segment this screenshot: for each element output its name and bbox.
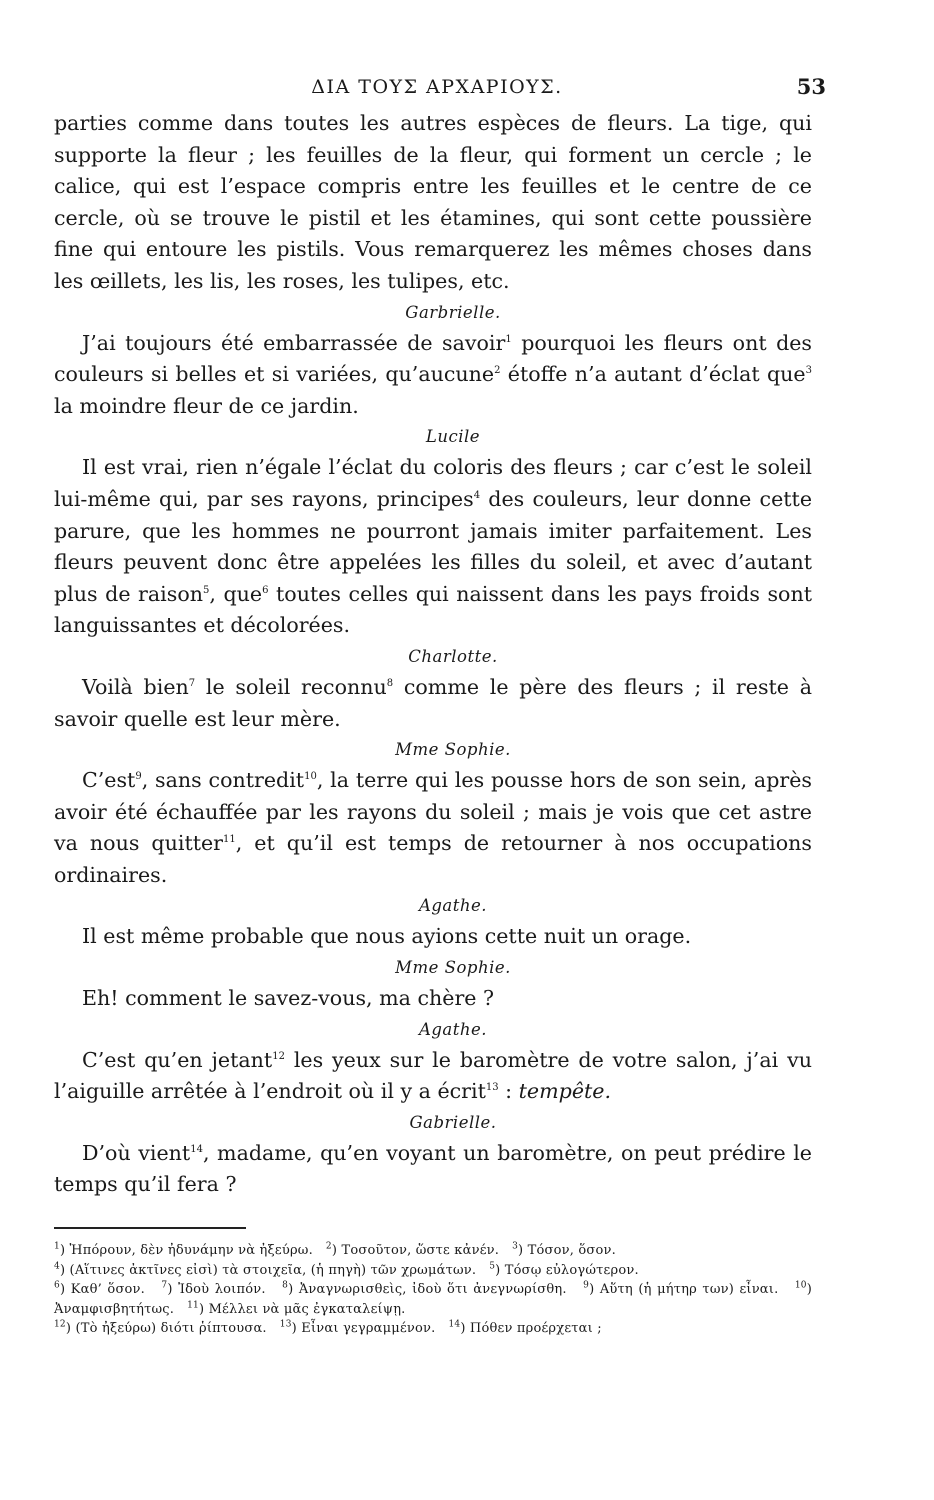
footnote-ref: 12 [272, 1050, 285, 1062]
footnote-ref: 3 [805, 365, 812, 377]
footnote-ref: 10 [304, 771, 317, 783]
footnotes [54, 1241, 812, 1339]
speaker-name: Gabrielle. [409, 1112, 497, 1132]
paragraph-continuation: parties comme dans toutes les autres espèces de fleurs. La tige, qui supporte la fleur ; les feuilles de la fleur, qui forment un cercle ; le calice, qui est l’espace compris entre les feuilles et le centre de ce cercle, où se trouve le pistil et les étamines, qui sont cette poussière fine qui entoure les pistils. Vous remarquerez les mêmes choses dans les œillets, les lis, les roses, les tulipes, etc. [54, 111, 812, 293]
footnote-ref: 14 [190, 1143, 203, 1155]
dialogue-paragraph: Eh! comment le savez-vous, ma chère ? [82, 986, 495, 1011]
speaker-name: Agathe. [418, 1019, 488, 1039]
dialogue-paragraph: J’ai toujours été embarrassée de savoir$^1$ pourquoi les fleurs ont des couleurs si belles et si variées, qu’aucune$^2$ étoffe n’a autant d’éclat que$^3$ la moindre fleur de ce jardin. [54, 330, 813, 418]
running-title: ΔΙΑ ΤΟΥΣ ΑΡΧΑΡΙΟΥΣ. [311, 76, 563, 98]
dialogue-paragraph: Il est vrai, rien n’égale l’éclat du coloris des fleurs ; car c’est le soleil lui-même qui, par ses rayons, principes$^4$ des couleurs, leur donne cette parure, que les hommes ne pourront jamais imiter parfaitement. Les fleurs peuvent donc être appelées les filles du soleil, et avec d’autant plus de raison$^5$, que$^6$ toutes celles qui naissent dans les pays froids sont languissantes et décolorées. [54, 455, 813, 638]
speaker-name: Garbrielle. [405, 302, 501, 322]
footnote-ref: 7 [188, 678, 196, 690]
footnote-ref: 8 [386, 678, 394, 690]
footnote-divider [54, 1227, 246, 1229]
running-head [54, 68, 826, 108]
footnote-line: $^6$) Καθ’ ὅσον. $^7$) Ἰδοὺ λοιπόν. $^8$) Ἀναγνωρισθεὶς, ἰδοὺ ὅτι ἀνεγνωρίσθη. $^9$) Αὕτη (ἡ μήτηρ των) εἶναι. $^{10}$) Ἀναμφισβητήτως. $^{11}$) Μέλλει νὰ μᾶς ἐγκαταλείψῃ. [54, 1280, 812, 1317]
dialogue-paragraph: C’est qu’en jetant$^{12}$ les yeux sur le baromètre de votre salon, j’ai vu l’aiguille arrêtée à l’endroit où il y a écrit$^{13}$ : tempête. [54, 1047, 812, 1104]
footnote-ref: 2 [494, 365, 501, 377]
dialogue-paragraph: Voilà bien$^7$ le soleil reconnu$^8$ comme le père des fleurs ; il reste à savoir quelle est leur mère. [54, 674, 812, 731]
footnote-ref: 5 [203, 584, 210, 596]
footnote-line: $^1$) Ἠπόρουν, δὲν ἠδυνάμην νὰ ἠξεύρω. $^2$) Τοσοῦτον, ὥστε κἀνέν. $^3$) Τόσον, ὅσον. [54, 1241, 616, 1259]
speaker-name: Lucile [425, 427, 481, 447]
page-number: 53 [796, 74, 826, 99]
footnote-ref: 4 [473, 490, 481, 502]
dialogue-paragraph: C’est$^9$, sans contredit$^{10}$, la terre qui les pousse hors de son sein, après avoir été échauffée par les rayons du soleil ; mais je vois que cet astre va nous quitter$^{11}$, et qu’il est temps de retourner à nos occupations ordinaires. [54, 768, 812, 887]
dialogue-paragraph: Il est même probable que nous ayions cette nuit un orage. [82, 924, 692, 949]
dialogue-paragraph: D’où vient$^{14}$, madame, qu’en voyant un baromètre, on peut prédire le temps qu’il fera ? [54, 1140, 812, 1197]
footnote-line: $^4$) (Αἵτινες ἀκτῖνες εἰσὶ) τὰ στοιχεῖα, (ἡ πηγὴ) τῶν χρωμάτων. $^5$) Τόσῳ εὐλογώτερον. [54, 1261, 639, 1278]
speaker-name: Agathe. [418, 896, 488, 916]
footnote-ref: 13 [485, 1082, 499, 1094]
footnote-ref: 9 [135, 771, 142, 783]
speaker-name: Mme Sophie. [395, 740, 511, 760]
body-text [54, 108, 812, 1201]
speaker-name: Charlotte. [408, 646, 498, 666]
footnote-ref: 6 [262, 584, 269, 596]
footnote-ref: 1 [505, 333, 512, 345]
footnote-ref: 11 [223, 834, 236, 846]
speaker-name: Mme Sophie. [395, 958, 511, 978]
footnote-line: $^{12}$) (Τὸ ἠξεύρω) διότι ῥίπτουσα. $^{13}$) Εἶναι γεγραμμένον. $^{14}$) Πόθεν προέρχεται ; [54, 1319, 602, 1337]
